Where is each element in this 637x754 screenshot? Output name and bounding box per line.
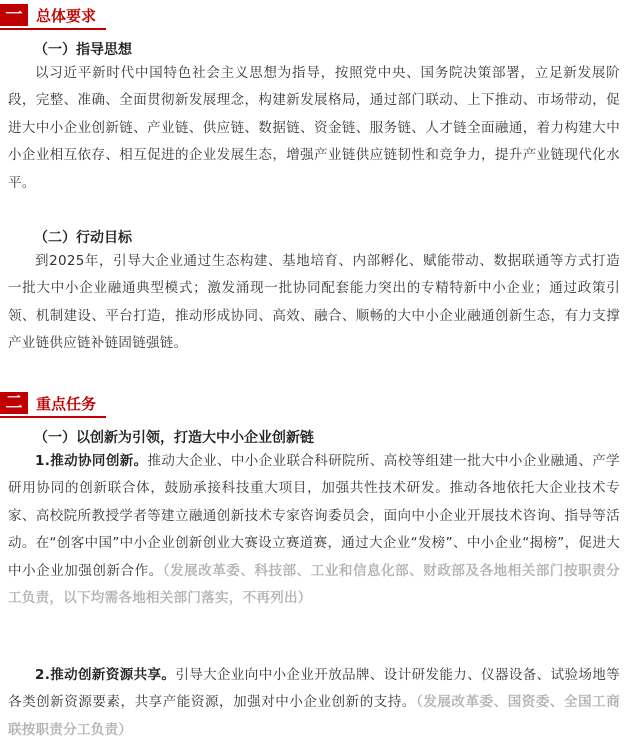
- item-text: 引导大企业向中小企业开放品牌、设计研发能力、仪器设备、试验场地等各类创新资源要素，共享产能资源，加强对中小企业创新的支持。: [8, 667, 620, 711]
- section-number-badge: 一: [0, 4, 28, 26]
- section-header-key-tasks: [0, 390, 106, 418]
- paragraph-collaborative-innovation: [8, 448, 620, 612]
- paragraph-guiding-ideology: 以习近平新时代中国特色社会主义思想为指导，按照党中央、国务院决策部署，立足新发展阶段，完整、准确、全面贯彻新发展理念，构建新发展格局，通过部门联动、上下推动、市场带动，促进大中小企业创新链、产业链、供应链、数据链、资金链、服务链、人才链全面融通，着力构建大中小企业相互依存、相互促进的企业发展生态，增强产业链供应链韧性和竞争力，提升产业链现代化水平。: [8, 65, 620, 191]
- section-number-badge: 二: [0, 392, 28, 414]
- item-text: 推动大企业、中小企业联合科研院所、高校等组建一批大中小企业融通、产学研用协同的创新联合体，鼓励承接科技重大项目，加强共性技术研发。推动各地依托大企业技术专家、高校院所教授学者等建立融通创新技术专家咨询委员会，面向中小企业开展技术咨询、指导等活动。在“创客中国”中小企业创新创业大赛设立赛道赛，通过大企业“发榜”、中小企业“揭榜”，促进大中小企业加强创新合作。: [8, 453, 620, 579]
- subsection-title-innovation-chain: （一）以创新为引领，打造大中小企业创新链: [34, 430, 314, 446]
- item-lead: 1.推动协同创新。: [35, 453, 148, 469]
- responsibility-note: （发展改革委、科技部、工业和信息化部、财政部及各地相关部门按职责分工负责，以下均需各地相关部门落实，不再列出）: [8, 562, 620, 607]
- section-header-general-requirements: [0, 2, 106, 30]
- item-lead: 2.推动创新资源共享。: [35, 667, 176, 683]
- subsection-title-action-goals: （二）行动目标: [34, 230, 132, 246]
- section-title: 总体要求: [36, 6, 97, 25]
- subsection-title-guiding-ideology: （一）指导思想: [34, 42, 132, 58]
- paragraph-action-goals: 到2025年，引导大企业通过生态构建、基地培育、内部孵化、赋能带动、数据联通等方式打造一批大中小企业融通典型模式；激发涌现一批协同配套能力突出的专精特新中小企业；通过政策引领、机制建设、平台打造，推动形成协同、高效、融合、顺畅的大中小企业融通创新生态，有力支撑产业链供应链补链固链强链。: [8, 253, 620, 352]
- section-title: 重点任务: [36, 394, 97, 413]
- responsibility-note: （发展改革委、国资委、全国工商联按职责分工负责）: [8, 694, 621, 738]
- paragraph-resource-sharing: [8, 662, 620, 744]
